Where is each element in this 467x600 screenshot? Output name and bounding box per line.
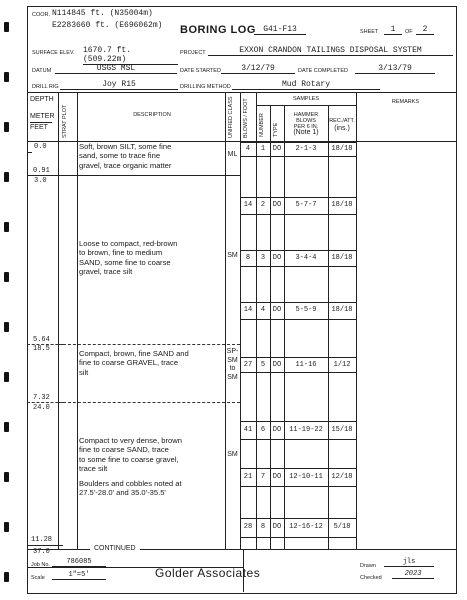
sample-number: 2: [260, 201, 266, 209]
unified-class-header: UNIFIED CLASS: [228, 96, 234, 138]
sample-recovery: 5/18: [333, 523, 351, 531]
stratum-3-uscs-line: SP-: [226, 348, 239, 355]
sample-blows: 27: [243, 361, 253, 369]
description-header: DESCRIPTION: [133, 112, 171, 118]
sample-type: DO: [272, 426, 282, 434]
sample-type: DO: [272, 306, 282, 314]
sample-hammer: 12-16-12: [289, 523, 323, 531]
blows-foot-header: BLOWS / FOOT: [243, 98, 249, 138]
stratum-4-uscs: SM: [227, 451, 238, 458]
scale-value: 1"=5': [52, 571, 106, 580]
stratum-3-uscs-line: SM: [227, 373, 238, 381]
depth-meter-1: 0.91: [33, 167, 50, 175]
coord-north: N114845 ft. (N35004m): [52, 9, 153, 18]
stratum-3-description: [79, 349, 229, 377]
binder-hole: [4, 472, 9, 482]
sample-recovery: 12/18: [331, 473, 353, 481]
of-label: OF: [405, 29, 413, 35]
surface-elevation: 1670.7 ft. (509.22m): [83, 46, 178, 65]
sample-hammer: 5-5-9: [295, 306, 317, 314]
binder-hole: [4, 372, 9, 382]
sample-hammer: 11-16: [295, 361, 317, 369]
stratum-1-line: sand, some to trace fine: [79, 151, 161, 161]
hammer-header-line2: BLOWS: [296, 118, 316, 124]
date-completed: 3/13/79: [355, 64, 435, 74]
depth-meter-4: 11.28: [31, 536, 53, 544]
sample-type: DO: [272, 361, 282, 369]
type-header: TYPE: [273, 122, 279, 137]
sample-recovery: 18/18: [331, 201, 353, 209]
sample-blows: 4: [245, 145, 251, 153]
sample-blows: 14: [243, 201, 253, 209]
sample-recovery: 1/12: [333, 361, 351, 369]
remarks-header: REMARKS: [391, 99, 420, 105]
project-label: PROJECT: [180, 50, 206, 56]
sample-recovery: 18/18: [331, 254, 353, 262]
depth-ft-4: 37.0: [33, 548, 50, 556]
sample-blows: 28: [243, 523, 253, 531]
sample-type: DO: [272, 145, 282, 153]
date-started-label: DATE STARTED: [180, 68, 221, 74]
date-completed-label: DATE COMPLETED: [298, 68, 349, 74]
sample-number: 4: [260, 306, 266, 314]
stratum-3-line: silt: [79, 367, 89, 377]
stratum-1-line: gravel, trace organic matter: [79, 160, 172, 170]
sample-hammer: 3-4-4: [295, 254, 317, 262]
stratum-3-line: fine to coarse GRAVEL, trace: [79, 358, 179, 368]
depth-ft-3: 24.0: [33, 404, 50, 412]
job-label: Job No.: [31, 562, 50, 568]
stratum-4-note: 27.5'-28.0' and 35.0'-35.5': [79, 488, 166, 498]
stratum-3-uscs-line: to: [229, 365, 236, 372]
hammer-header: [284, 112, 328, 136]
sample-type: DO: [272, 523, 282, 531]
log-sheet-frame: [27, 6, 457, 594]
binder-hole: [4, 522, 9, 532]
sample-hammer: 5-7-7: [295, 201, 317, 209]
coord-east: E2283660 ft. (E696062m): [52, 21, 163, 30]
boring-number: G41-F13: [254, 25, 306, 35]
scale-label: Scale: [31, 575, 45, 581]
stratum-3-line: Compact, brown, fine SAND and: [79, 349, 189, 358]
date-started: 3/12/79: [221, 64, 295, 74]
stratum-4-line: fine to coarse SAND, trace: [79, 445, 169, 455]
job-number: 786085: [52, 558, 106, 567]
stratum-4-line: trace silt: [79, 463, 108, 473]
hammer-header-line3: PER 6 IN.: [293, 124, 319, 130]
drilling-method-label: DRILLING METHOD: [180, 84, 231, 90]
sample-number: 6: [260, 426, 266, 434]
sample-type: DO: [272, 473, 282, 481]
depth-ft-1: 3.0: [34, 177, 47, 185]
sample-blows: 8: [245, 254, 251, 262]
sample-number: 5: [260, 361, 266, 369]
binder-hole: [4, 572, 9, 582]
binder-hole: [4, 122, 9, 132]
binder-hole: [4, 272, 9, 282]
depth-meter-3: 7.32: [33, 394, 50, 402]
stratum-3-uscs-line: SM: [227, 356, 238, 364]
hammer-header-line1: HAMMER: [293, 112, 319, 118]
stratum-2-line: gravel, trace silt: [79, 266, 133, 276]
rec-att-units: (ins.): [334, 125, 350, 132]
depth-header: DEPTH: [30, 96, 54, 103]
feet-header: FEET: [30, 124, 48, 131]
stratum-4-line: Compact to very dense, brown: [79, 436, 182, 445]
coord-label: COOR.: [32, 12, 51, 18]
rec-att-header: [328, 117, 356, 133]
stratum-2-line: SAND, some fine to coarse: [79, 257, 171, 267]
stratum-2-line: Loose to compact, red-brown: [79, 239, 178, 248]
sample-hammer: 2-1-3: [295, 145, 317, 153]
log-title: BORING LOG: [180, 24, 256, 36]
stratum-2-line: to brown, fine to medium: [79, 248, 163, 258]
company-name: Golder Associates: [155, 566, 261, 580]
sample-recovery: 15/18: [331, 426, 353, 434]
surface-elev-label: SURFACE ELEV.: [32, 50, 75, 56]
samples-header: SAMPLES: [293, 96, 319, 102]
stratum-1-description: [79, 142, 229, 170]
datum-label: DATUM: [32, 68, 52, 74]
sample-type: DO: [272, 254, 282, 262]
stratum-3-uscs: [225, 348, 240, 382]
sample-number: 3: [260, 254, 266, 262]
binder-hole: [4, 172, 9, 182]
stratum-1-uscs: ML: [227, 151, 238, 158]
checked-label: Checked: [360, 575, 382, 581]
sample-hammer: 11-19-22: [289, 426, 323, 434]
binder-hole: [4, 22, 9, 32]
stratum-4-note: Boulders and cobbles noted at: [79, 479, 182, 489]
stratum-1-line: Soft, brown SILT, some fine: [79, 142, 172, 151]
depth-meter-2: 5.64: [33, 336, 50, 344]
stratum-4-description: [79, 436, 229, 498]
sample-blows: 21: [243, 473, 253, 481]
sheet-number: 1: [384, 25, 402, 35]
depth-0: 0.0: [34, 143, 47, 151]
drawn-label: Drawn: [360, 563, 376, 569]
sample-type: DO: [272, 201, 282, 209]
depth-ft-2: 18.5: [33, 345, 50, 353]
stratum-4-line: to some fine to coarse gravel,: [79, 454, 179, 464]
sheet-label: SHEET: [360, 29, 379, 35]
rec-att-label: REC./ATT.: [329, 118, 355, 124]
sample-number: 7: [260, 473, 266, 481]
checked-by: 2023: [392, 570, 434, 579]
binder-hole: [4, 222, 9, 232]
binder-hole: [4, 72, 9, 82]
drawn-by: jls: [384, 558, 434, 567]
sheet-total: 2: [416, 25, 434, 35]
number-header: NUMBER: [259, 113, 265, 137]
drilling-method: Mud Rotary: [232, 80, 380, 90]
project-name: EXXON CRANDON TAILINGS DISPOSAL SYSTEM: [208, 46, 453, 56]
continued-label: CONTINUED: [90, 545, 140, 552]
sample-recovery: 18/18: [331, 306, 353, 314]
datum-value: USGS MSL: [55, 64, 177, 74]
binder-hole: [4, 322, 9, 332]
drill-rig: Joy R15: [60, 80, 178, 90]
sample-recovery: 18/18: [331, 145, 353, 153]
sample-blows: 41: [243, 426, 253, 434]
meter-header: METER: [30, 113, 55, 120]
sample-hammer: 12-10-11: [289, 473, 323, 481]
sample-blows: 14: [243, 306, 253, 314]
stratum-2-uscs: SM: [227, 252, 238, 259]
sample-number: 8: [260, 523, 266, 531]
hammer-header-note: (Note 1): [293, 129, 319, 136]
drill-rig-label: DRILL RIG: [32, 84, 59, 90]
binder-hole: [4, 422, 9, 432]
sample-number: 1: [260, 145, 266, 153]
stratum-2-description: [79, 239, 229, 276]
strat-plot-header: STRAT PLOT: [62, 104, 68, 138]
